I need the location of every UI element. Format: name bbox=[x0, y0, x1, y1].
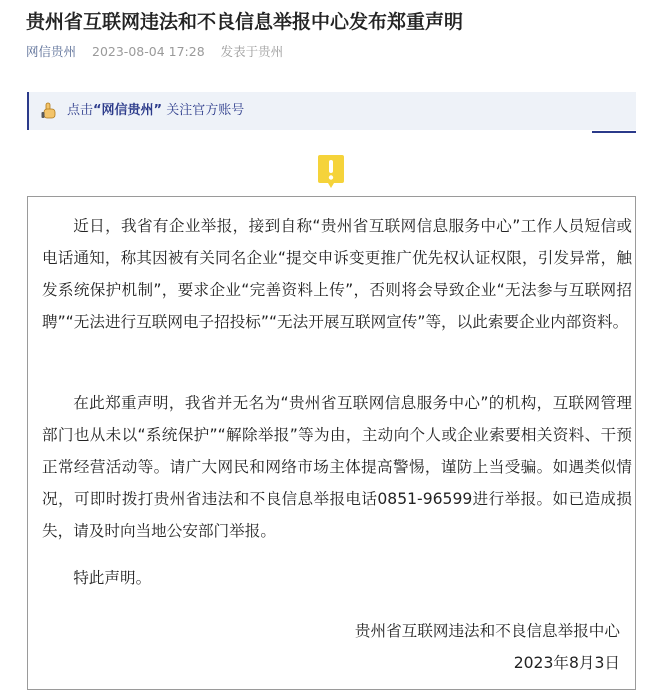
signature-organization: 贵州省互联网违法和不良信息举报中心 bbox=[354, 622, 620, 640]
account-name[interactable]: “网信贵州” bbox=[93, 103, 163, 118]
notice-paragraph-2: 在此郑重声明，我省并无名为“贵州省互联网信息服务中心”的机构，互联网管理部门也从未以“系统保护”“解除举报”等为由，主动向个人或企业索要相关资料、干预正常经营活动等。请广大网民和网络市场主体提高警惕，谨防上当受骗。如遇类似情况，可即时拨打贵州省违法和不良信息举报电话0851-96599进行举报。如已造成损失，请及时向当地公安部门举报。 bbox=[42, 394, 632, 540]
follow-suffix: 关注官方账号 bbox=[162, 103, 245, 118]
author-link[interactable]: 网信贵州 bbox=[26, 44, 77, 59]
bar-accent-line bbox=[592, 131, 636, 133]
publish-location: 发表于贵州 bbox=[220, 44, 284, 59]
follow-prefix: 点击 bbox=[67, 103, 94, 118]
notice-paragraph-1: 近日，我省有企业举报，接到自称“贵州省互联网信息服务中心”工作人员短信或电话通知，称其因被有关同名企业“提交申诉变更推广优先权认证权限，引发异常，触发系统保护机制”，要求企业“完善资料上传”，否则将会导致企业“无法参与互联网招聘”“无法进行互联网电子招投标”“无法开展互联网宣传”等，以此索要企业内部资料。 bbox=[42, 217, 632, 331]
follow-text[interactable] bbox=[67, 102, 244, 120]
follow-account-bar[interactable] bbox=[27, 92, 636, 130]
article-title: 贵州省互联网违法和不良信息举报中心发布郑重声明 bbox=[26, 11, 464, 33]
notice-paragraph-3: 特此声明。 bbox=[73, 569, 152, 587]
publish-time: 2023-08-04 17:28 bbox=[92, 44, 205, 59]
signature-date: 2023年8月3日 bbox=[513, 654, 620, 672]
pointing-hand-icon bbox=[41, 102, 57, 120]
warning-icon bbox=[316, 153, 346, 189]
article-meta bbox=[26, 43, 283, 61]
